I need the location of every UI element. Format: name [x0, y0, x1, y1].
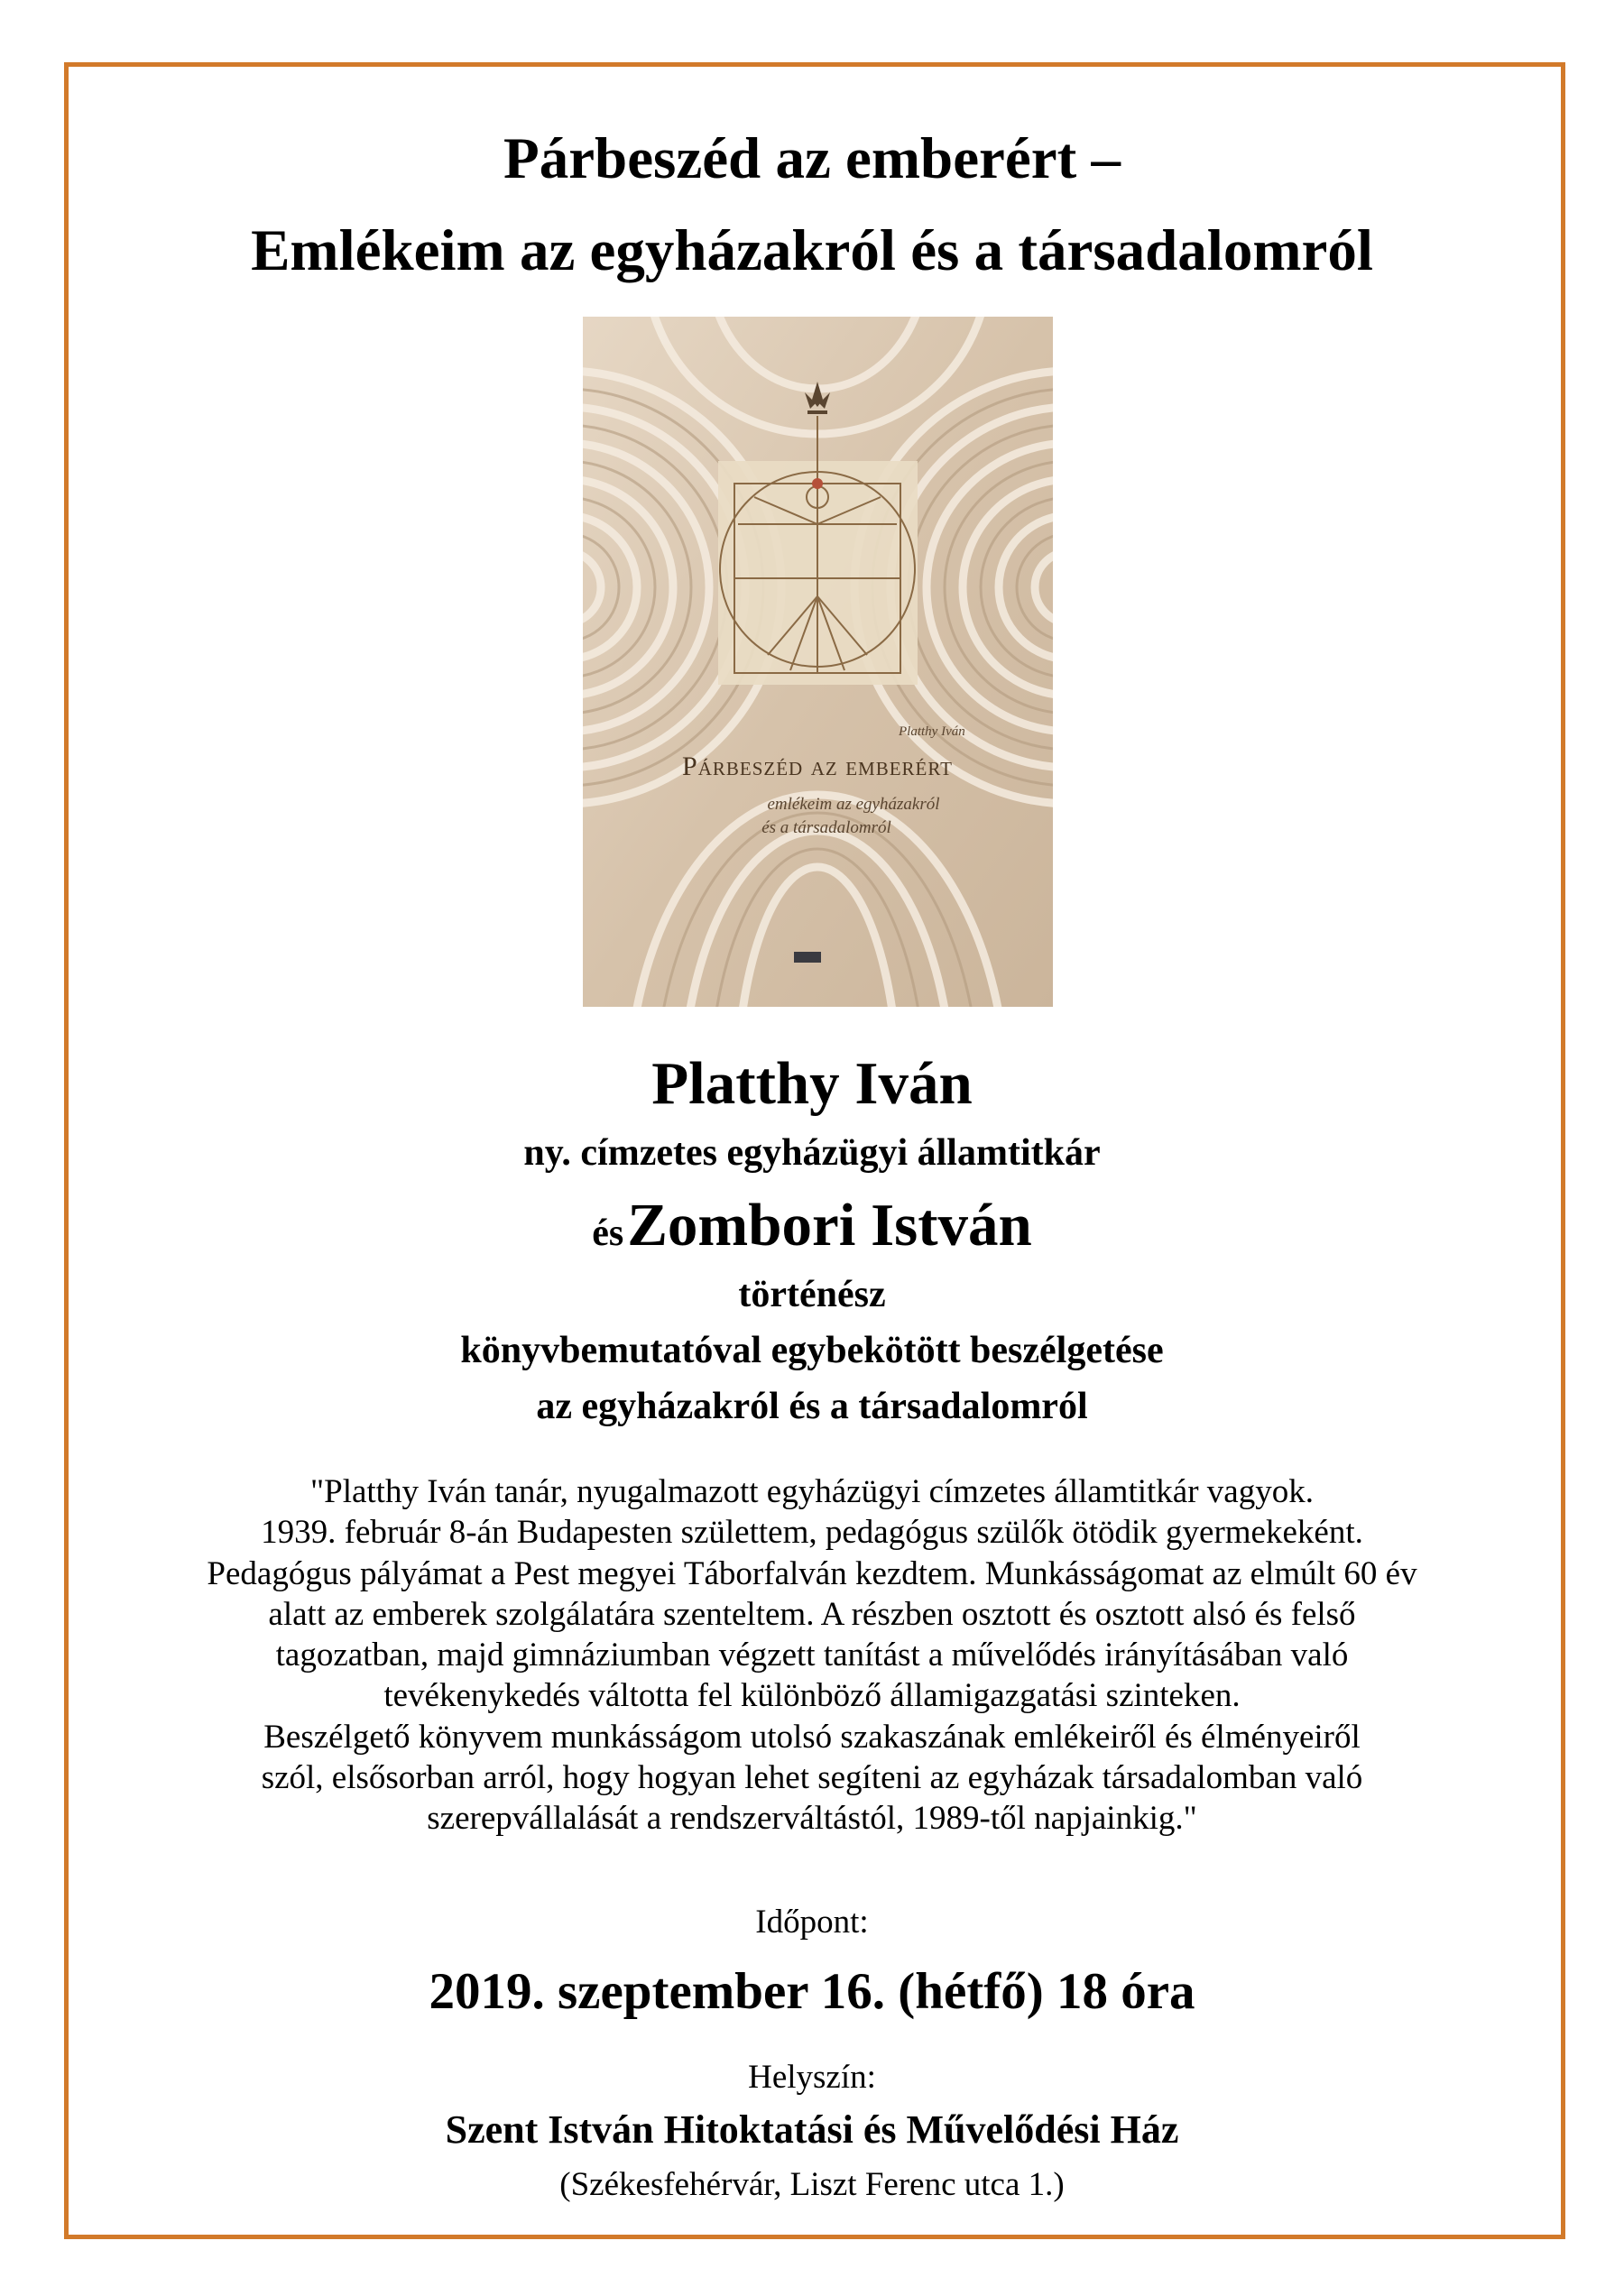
quote-line: "Platthy Iván tanár, nyugalmazott egyházügyi címzetes államtitkár vagyok.: [310, 1473, 1314, 1510]
venue-name: Szent István Hitoktatási és Művelődési Ház: [445, 2107, 1179, 2152]
quote-line: tevékenykedés váltotta fel különböző államigazgatási szinteken.: [383, 1677, 1241, 1715]
venue-address: (Székesfehérvár, Liszt Ferenc utca 1.): [559, 2166, 1065, 2203]
cover-subtitle-line-1: emlékeim az egyházakról: [767, 795, 940, 814]
quote-line: szól, elsősorban arról, hogy hogyan lehet segíteni az egyházak társadalomban való: [261, 1759, 1363, 1797]
cover-publisher-logo: [794, 952, 821, 963]
date-label: Időpont:: [755, 1904, 869, 1941]
title-line-1: Párbeszéd az emberért –: [503, 126, 1121, 191]
cover-subtitle-line-2: és a társadalomról: [761, 818, 891, 837]
topic-line-1: könyvbemutatóval egybekötött beszélgetése: [460, 1330, 1164, 1371]
book-cover-image: [583, 317, 1053, 1007]
speaker2-line: [0, 1189, 1624, 1277]
quote-line: Pedagógus pályámat a Pest megyei Táborfalván kezdtem. Munkásságomat az elmúlt 60 év: [207, 1554, 1417, 1592]
cover-title: Párbeszéd az emberért: [682, 752, 953, 781]
poster-title: [0, 113, 1624, 297]
speaker2-role: történész: [738, 1274, 886, 1315]
event-topic: [0, 1323, 1624, 1434]
quote-line: tagozatban, majd gimnáziumban végzett tanítást a művelődés irányításában való: [275, 1637, 1349, 1674]
event-date: 2019. szeptember 16. (hétfő) 18 óra: [429, 1963, 1195, 2020]
speaker2-name: Zombori István: [627, 1192, 1032, 1259]
speaker1-name: Platthy Iván: [651, 1050, 973, 1117]
cover-author: Platthy Iván: [899, 724, 965, 739]
quote-paragraph: [0, 1471, 1624, 1840]
quote-line: alatt az emberek szolgálatára szenteltem. A részben osztott és osztott alsó és felső: [268, 1595, 1356, 1633]
topic-line-2: az egyházakról és a társadalomról: [536, 1386, 1088, 1427]
quote-line: szerepvállalását a rendszerváltástól, 1989-től napjainkig.": [427, 1800, 1197, 1838]
speaker2-conjunction: és: [592, 1213, 624, 1254]
speaker1-role: ny. címzetes egyházügyi államtitkár: [523, 1132, 1101, 1174]
title-line-2: Emlékeim az egyházakról és a társadalomról: [251, 218, 1373, 283]
venue-label: Helyszín:: [748, 2059, 876, 2096]
quote-line: 1939. február 8-án Budapesten születtem, pedagógus szülők ötödik gyermekeként.: [261, 1514, 1363, 1552]
quote-line: Beszélgető könyvem munkásságom utolsó szakaszának emlékeiről és élményeiről: [263, 1718, 1361, 1756]
